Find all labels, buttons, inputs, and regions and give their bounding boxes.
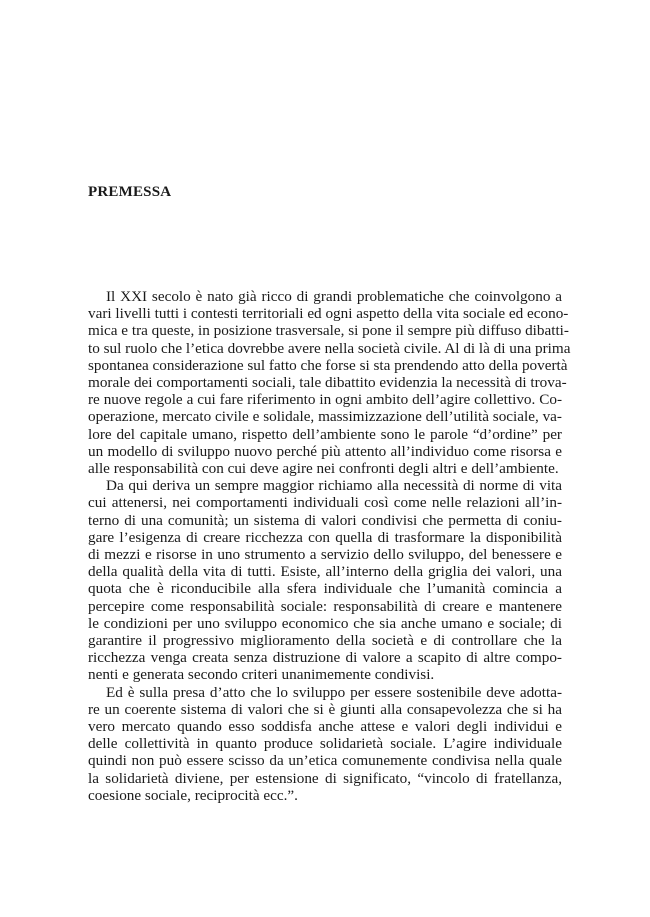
text-line: re nuove regole a cui fare riferimento in ogni ambito dell’agire collettivo. Co- (88, 391, 562, 409)
text-line: le condizioni per uno sviluppo economico che sia anche umano e sociale; di (88, 614, 562, 632)
body-text (88, 288, 571, 804)
text-line: un modello di sviluppo nuovo perché più attento all’individuo come risorsa e (88, 442, 562, 460)
text-line: Il XXI secolo è nato già ricco di grandi problematiche che coinvolgono a (106, 288, 562, 305)
text-line: Da qui deriva un sempre maggior richiamo alla necessità di norme di vita (106, 477, 562, 495)
text-line: gare l’esigenza di creare ricchezza con quella di trasformare la disponibilità (88, 528, 562, 546)
text-line: re un coerente sistema di valori che si è giunti alla consapevolezza che si ha (88, 700, 562, 718)
text-line: morale dei comportamenti sociali, tale dibattito evidenzia la necessità di trova- (88, 374, 567, 392)
text-line: vari livelli tutti i contesti territoriali ed ogni aspetto della vita sociale ed econo- (88, 305, 569, 323)
text-line: ricchezza venga creata senza distruzione di valore a scapito di altre compo- (88, 649, 562, 667)
text-line: nenti e generata secondo criteri unanimemente condivisi. (88, 666, 435, 684)
text-line: to sul ruolo che l’etica dovrebbe avere nella società civile. Al di là di una prima (88, 339, 571, 357)
text-line: delle collettività in quanto produce solidarietà sociale. L’agire individuale (88, 735, 562, 753)
section-heading: PREMESSA (88, 184, 172, 200)
text-line: terno di una comunità; un sistema di valori condivisi che permetta di coniu- (88, 511, 562, 529)
text-line: percepire come responsabilità sociale: responsabilità di creare e mantenere (88, 597, 562, 615)
text-line: mica e tra queste, in posizione trasversale, si pone il sempre più diffuso dibatti- (88, 322, 569, 340)
text-line: vero mercato quando esso soddisfa anche attese e valori degli individui e (88, 718, 562, 736)
paragraph (88, 477, 562, 683)
text-line: quota che è riconducibile alla sfera individuale che l’umanità comincia a (88, 580, 562, 598)
paragraph (88, 288, 571, 478)
text-line: coesione sociale, reciprocità ecc.”. (88, 786, 298, 804)
text-line: operazione, mercato civile e solidale, massimizzazione dell’utilità sociale, va- (88, 408, 562, 426)
text-line: alle responsabilità con cui deve agire nei confronti degli altri e dell’ambiente. (88, 460, 559, 478)
text-line: Ed è sulla presa d’atto che lo sviluppo per essere sostenibile deve adotta- (106, 683, 562, 701)
text-line: garantire il progressivo miglioramento della società e di controllare che la (88, 632, 562, 650)
text-line: la solidarietà diviene, per estensione di significato, “vincolo di fratellanza, (88, 769, 562, 787)
text-line: della qualità della vita di tutti. Esiste, all’interno della griglia dei valori, una (88, 563, 562, 581)
text-line: cui attenersi, nei comportamenti individuali così come nelle relazioni all’in- (88, 494, 562, 512)
text-line: lore del capitale umano, rispetto dell’ambiente sono le parole “d’ordine” per (88, 425, 562, 443)
text-line: spontanea considerazione sul fatto che forse si sta prendendo atto della povertà (88, 356, 568, 374)
paragraph (88, 684, 562, 804)
text-line: di mezzi e risorse in uno strumento a servizio dello sviluppo, del benessere e (88, 546, 562, 564)
text-line: quindi non può essere scisso da un’etica comunemente condivisa nella quale (88, 752, 562, 770)
